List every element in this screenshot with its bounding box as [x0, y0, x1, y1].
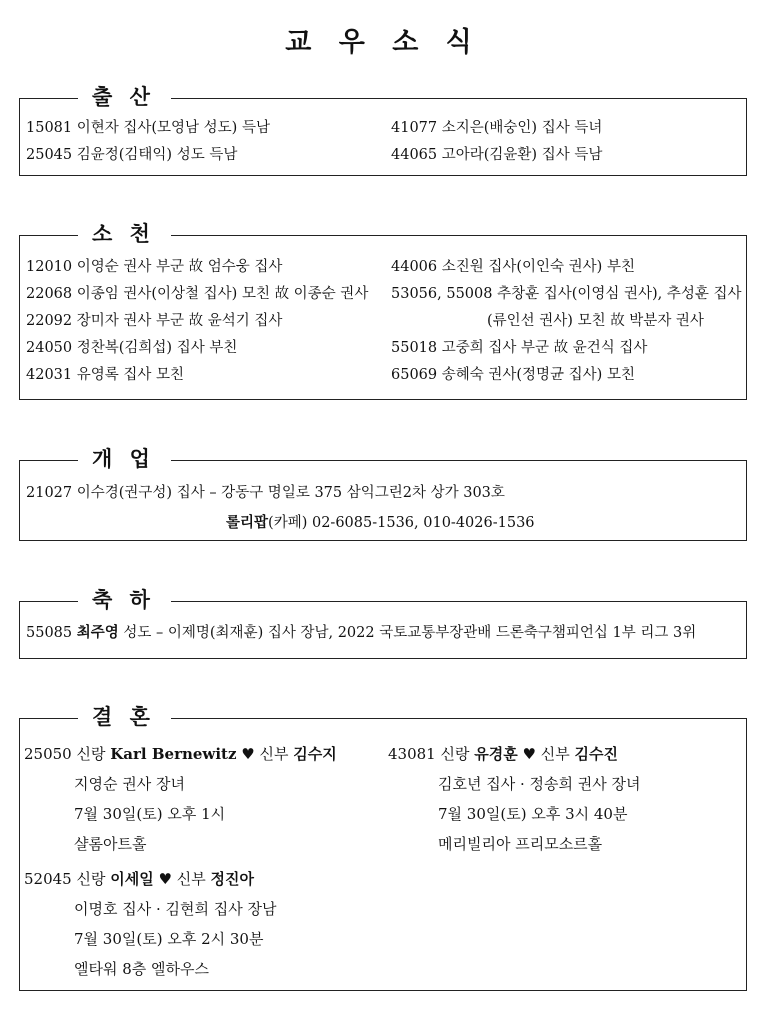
section-death — [19, 221, 747, 400]
death-left-column — [26, 254, 368, 389]
bride-name: 정진아 — [210, 870, 255, 888]
groom-name: 이세일 — [110, 870, 154, 888]
list-item: 44006 소진원 집사(이인숙 권사) 부친 — [391, 259, 635, 275]
section-heading: 소 천 — [78, 219, 171, 249]
shop-name: 롤리팝 — [226, 514, 269, 531]
groom-name: 유경훈 — [474, 745, 518, 763]
member-code: 55085 — [26, 625, 73, 641]
section-heading: 결 혼 — [78, 702, 171, 732]
bride-name: 김수진 — [574, 745, 619, 763]
wedding-entry-3 — [24, 864, 277, 984]
groom-label: 신랑 — [76, 745, 106, 763]
section-heading: 축 하 — [78, 585, 171, 615]
wedding-couple — [24, 864, 277, 894]
birth-left-column — [26, 115, 270, 169]
wedding-datetime: 7월 30일(토) 오후 2시 30분 — [74, 930, 264, 948]
birth-right-column — [391, 115, 602, 169]
congrats-text: 성도 – 이제명(최재훈) 집사 장남, 2022 국토교통부장관배 드론축구챔피언십 1부 리그 3위 — [118, 625, 697, 641]
list-item: 15081 이현자 집사(모영남 성도) 득남 — [26, 120, 270, 136]
wedding-couple — [388, 739, 641, 769]
section-heading: 출 산 — [78, 82, 171, 112]
groom-name: Karl Bernewitz — [110, 745, 237, 763]
section-birth — [19, 84, 747, 176]
groom-label: 신랑 — [76, 870, 106, 888]
wedding-couple — [24, 739, 337, 769]
section-opening — [19, 446, 747, 541]
list-item: 65069 송혜숙 권사(정명균 집사) 모친 — [391, 367, 635, 383]
section-wedding — [19, 704, 747, 991]
heart-icon: ♥ — [158, 870, 172, 888]
section-heading: 개 업 — [78, 444, 171, 474]
death-right-column — [391, 254, 742, 389]
wedding-parents: 이명호 집사 · 김현희 집사 장남 — [74, 900, 277, 918]
list-item: 53056, 55008 추창훈 집사(이영심 권사), 추성훈 집사 — [391, 286, 742, 302]
wedding-entry-2 — [388, 739, 641, 859]
list-item: 55018 고중희 집사 부군 故 윤건식 집사 — [391, 340, 648, 356]
bride-label: 신부 — [540, 745, 570, 763]
groom-label: 신랑 — [440, 745, 470, 763]
congrats-content — [26, 619, 696, 646]
bride-label: 신부 — [259, 745, 289, 763]
member-code: 43081 — [388, 745, 436, 763]
member-name: 최주영 — [76, 624, 119, 641]
wedding-venue: 메리빌리아 프리모소르홀 — [438, 835, 603, 853]
list-item: 41077 소지은(배숭인) 집사 득녀 — [391, 120, 603, 136]
wedding-datetime: 7월 30일(토) 오후 3시 40분 — [438, 805, 628, 823]
heart-icon: ♥ — [522, 745, 536, 763]
list-item: 24050 정찬복(김희섭) 집사 부친 — [26, 340, 238, 356]
opening-content — [26, 478, 535, 538]
bride-label: 신부 — [176, 870, 206, 888]
opening-contact — [26, 508, 535, 538]
wedding-entry-1 — [24, 739, 337, 859]
shop-phone: (카페) 02-6085-1536, 010-4026-1536 — [268, 515, 535, 531]
wedding-parents: 지영순 권사 장녀 — [74, 775, 185, 793]
list-item: 42031 유영록 집사 모친 — [26, 367, 185, 383]
list-item: (류인선 권사) 모친 故 박분자 권사 — [487, 313, 704, 329]
list-item: 44065 고아라(김윤환) 집사 득남 — [391, 147, 603, 163]
list-item: 12010 이영순 권사 부군 故 엄수웅 집사 — [26, 259, 283, 275]
member-code: 25050 — [24, 745, 72, 763]
member-code: 52045 — [24, 870, 72, 888]
heart-icon: ♥ — [241, 745, 255, 763]
list-item: 22068 이종임 권사(이상철 집사) 모친 故 이종순 권사 — [26, 286, 369, 302]
wedding-venue: 엘타워 8층 엘하우스 — [74, 960, 210, 978]
wedding-venue: 샬롬아트홀 — [74, 835, 147, 853]
list-item: 25045 김윤정(김태익) 성도 득남 — [26, 147, 238, 163]
list-item — [26, 619, 696, 646]
opening-address: 21027 이수경(권구성) 집사 – 강동구 명일로 375 삼익그린2차 상가 303호 — [26, 485, 505, 501]
list-item: 22092 장미자 권사 부군 故 윤석기 집사 — [26, 313, 283, 329]
bride-name: 김수지 — [293, 745, 337, 763]
page-title: 교 우 소 식 — [285, 27, 481, 58]
wedding-datetime: 7월 30일(토) 오후 1시 — [74, 805, 226, 823]
section-congrats — [19, 587, 747, 659]
wedding-parents: 김호년 집사 · 정송희 권사 장녀 — [438, 775, 641, 793]
